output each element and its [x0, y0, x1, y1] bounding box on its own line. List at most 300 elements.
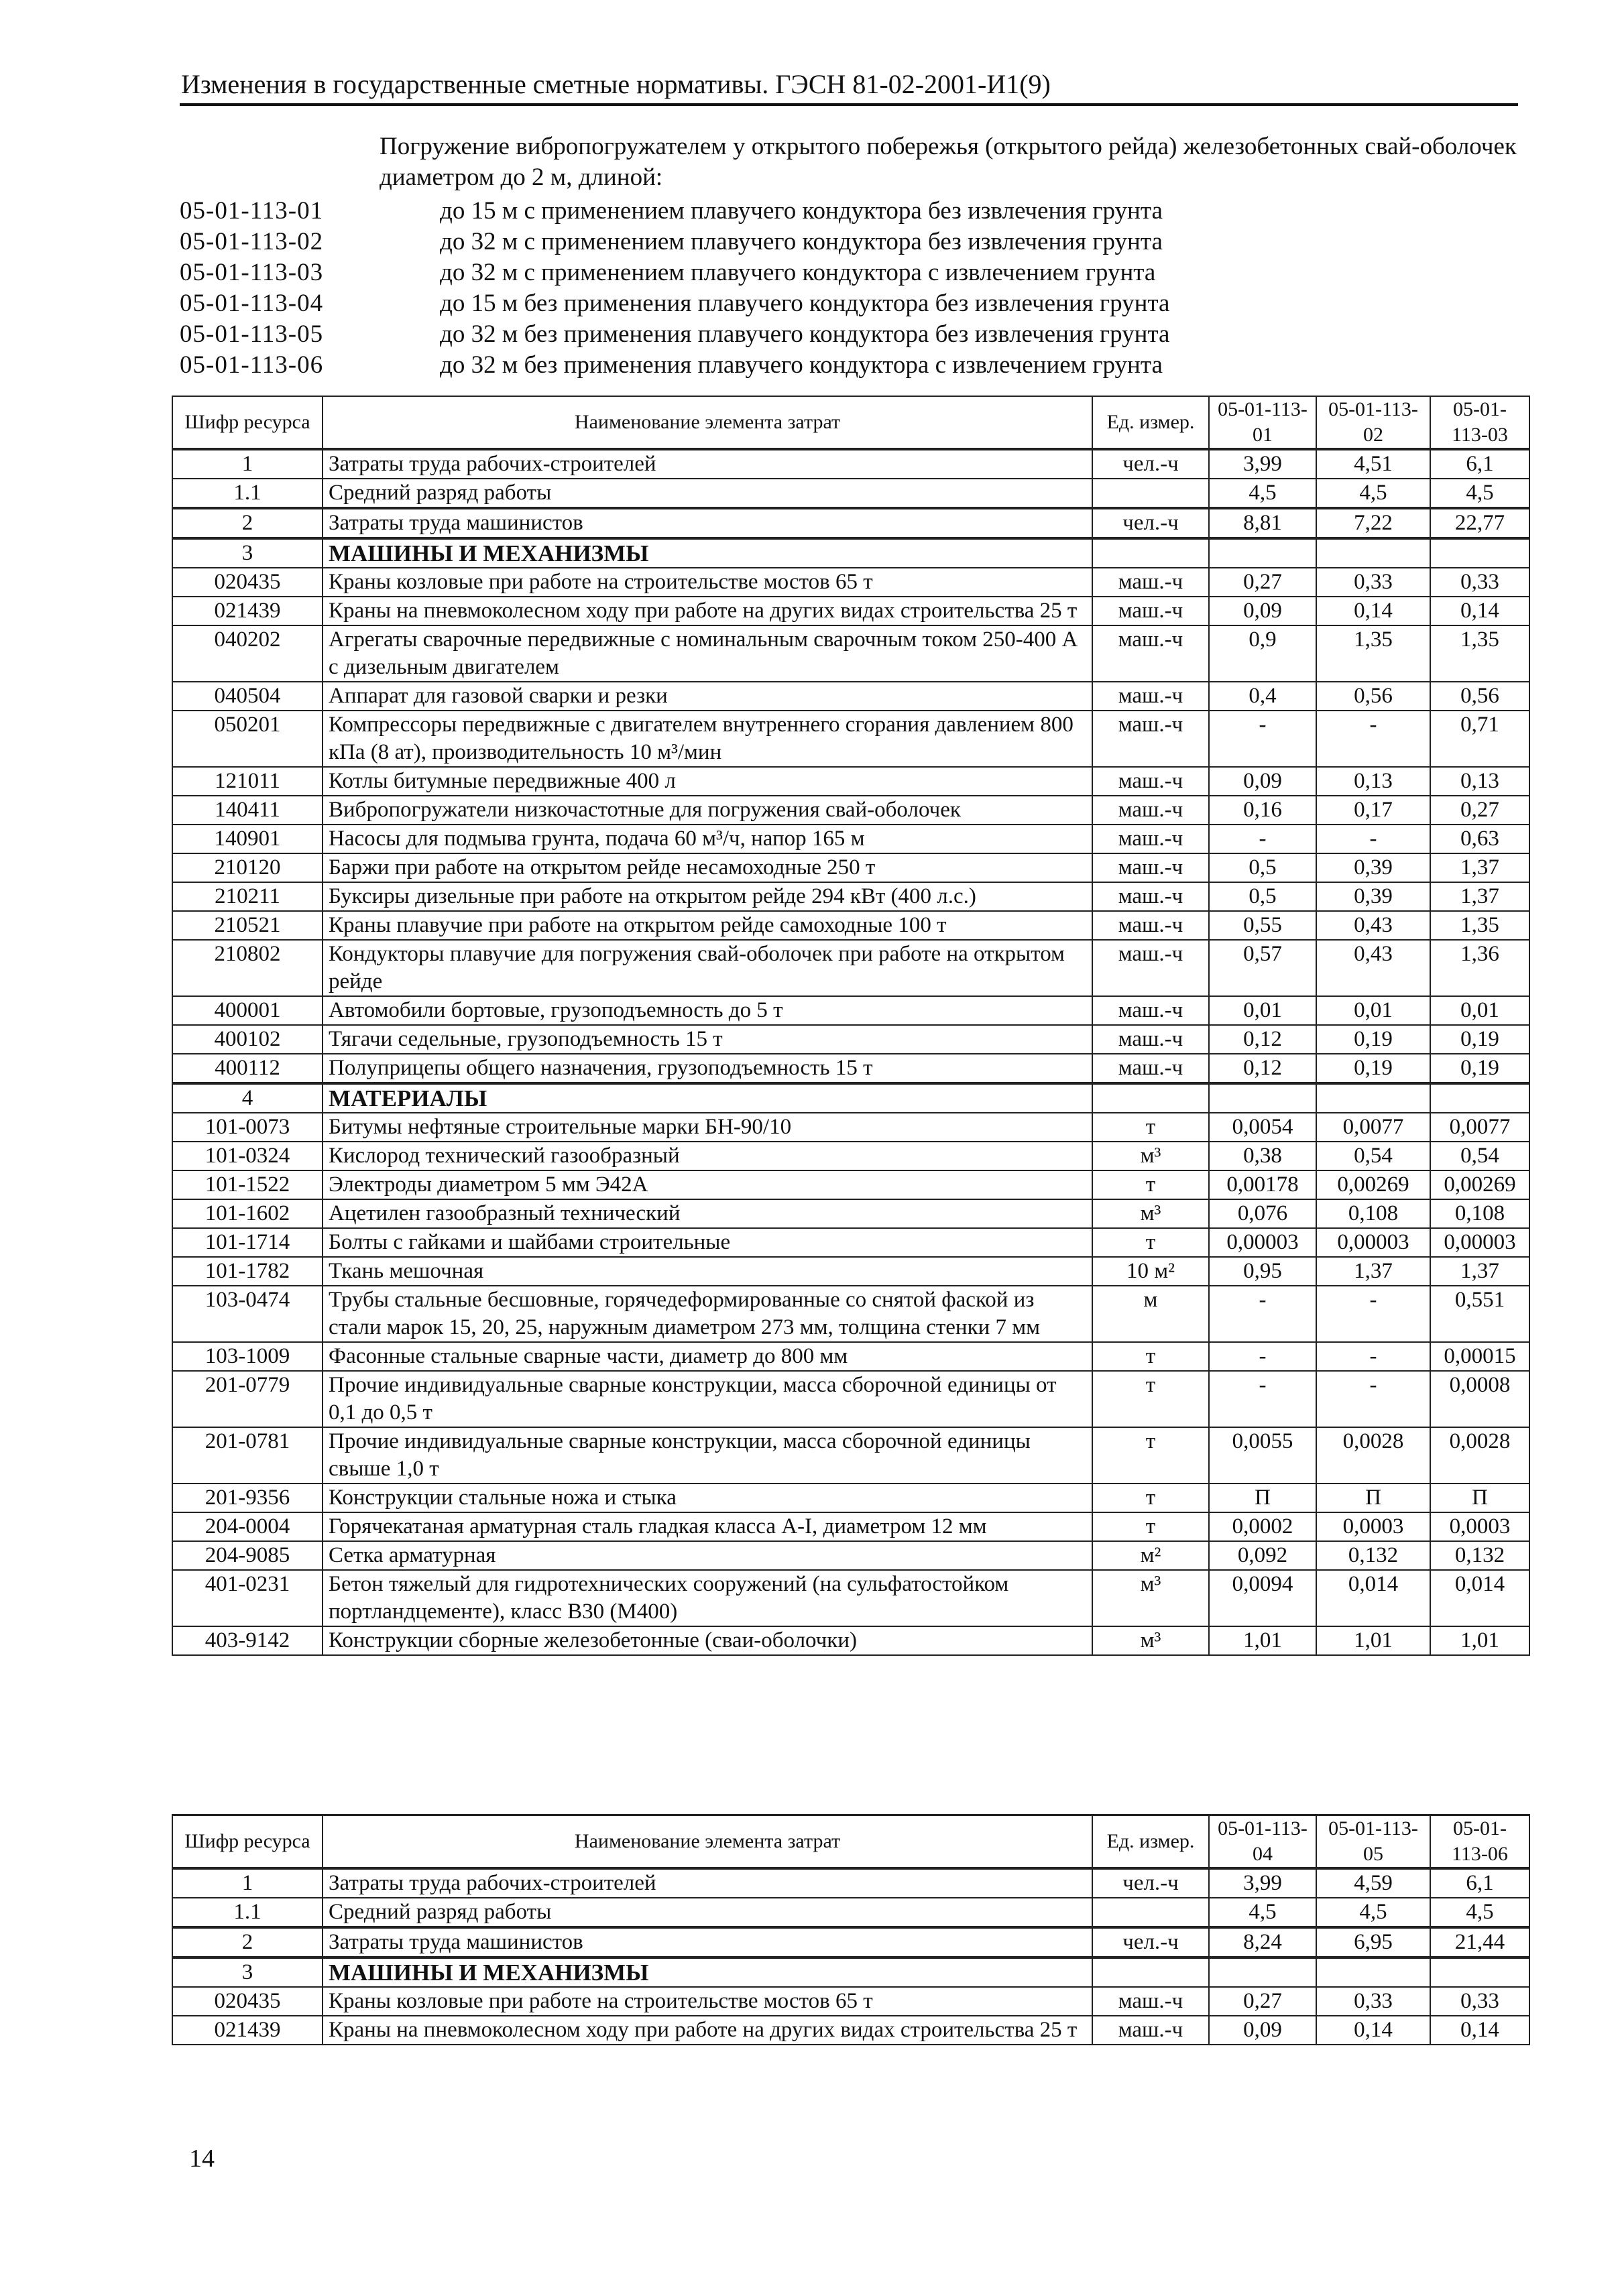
- resource-value: 0,12: [1209, 1054, 1316, 1083]
- resource-value: [1316, 1957, 1430, 1987]
- resource-unit: [1092, 1898, 1209, 1927]
- resource-name: Кондукторы плавучие для погружения свай-оболочек при работе на открытом рейде: [323, 940, 1092, 996]
- resource-code: 101-1522: [172, 1170, 323, 1199]
- table-header-row: [172, 396, 1529, 449]
- resource-value: 1,36: [1430, 940, 1529, 996]
- resource-value: 0,09: [1209, 597, 1316, 625]
- resource-value: 1,37: [1316, 1257, 1430, 1286]
- resource-unit: маш.-ч: [1092, 625, 1209, 682]
- resource-unit: чел.-ч: [1092, 449, 1209, 479]
- table-row: [172, 1927, 1529, 1957]
- resource-value: 0,076: [1209, 1199, 1316, 1228]
- resource-name: Прочие индивидуальные сварные конструкции, масса сборочной единицы свыше 1,0 т: [323, 1427, 1092, 1484]
- resource-name: Конструкции сборные железобетонные (сваи-оболочки): [323, 1626, 1092, 1655]
- table-row: [172, 911, 1529, 940]
- resource-unit: маш.-ч: [1092, 796, 1209, 825]
- resource-value: 0,19: [1316, 1025, 1430, 1054]
- resource-name: МАШИНЫ И МЕХАНИЗМЫ: [323, 1957, 1092, 1987]
- table-row: [172, 1025, 1529, 1054]
- table-row: [172, 1541, 1529, 1570]
- resource-value: 3,99: [1209, 1868, 1316, 1898]
- resource-code: 4: [172, 1083, 323, 1113]
- resource-value: 0,0008: [1430, 1371, 1529, 1427]
- resource-value: 0,14: [1316, 2016, 1430, 2045]
- resource-unit: маш.-ч: [1092, 711, 1209, 767]
- resource-value: 0,27: [1209, 1987, 1316, 2016]
- resource-name: Компрессоры передвижные с двигателем внутреннего сгорания давлением 800 кПа (8 ат), производительность 10 м³/мин: [323, 711, 1092, 767]
- resource-code: 204-0004: [172, 1512, 323, 1541]
- table-row: [172, 479, 1529, 508]
- resource-value: 0,33: [1430, 1987, 1529, 2016]
- resource-code: 201-0781: [172, 1427, 323, 1484]
- resource-code: 021439: [172, 2016, 323, 2045]
- table-row: [172, 1427, 1529, 1484]
- resource-code: 403-9142: [172, 1626, 323, 1655]
- resource-unit: маш.-ч: [1092, 2016, 1209, 2045]
- resource-code: 400001: [172, 996, 323, 1025]
- resource-value: 1,37: [1430, 853, 1529, 882]
- resource-value: 1,37: [1430, 882, 1529, 911]
- resource-name: МАТЕРИАЛЫ: [323, 1083, 1092, 1113]
- resource-value: 0,39: [1316, 882, 1430, 911]
- table-row: [172, 882, 1529, 911]
- resource-unit: т: [1092, 1170, 1209, 1199]
- resource-code: 400102: [172, 1025, 323, 1054]
- table-row: [172, 711, 1529, 767]
- resource-value: 0,092: [1209, 1541, 1316, 1570]
- resource-name: Краны на пневмоколесном ходу при работе на других видах строительства 25 т: [323, 2016, 1092, 2045]
- resource-value: -: [1316, 1342, 1430, 1371]
- resource-value: 0,014: [1316, 1570, 1430, 1626]
- resource-value: 1,37: [1430, 1257, 1529, 1286]
- resource-name: Битумы нефтяные строительные марки БН-90/10: [323, 1113, 1092, 1142]
- resource-value: [1430, 1957, 1529, 1987]
- resource-value: 4,51: [1316, 449, 1430, 479]
- resource-value: -: [1209, 1371, 1316, 1427]
- norm-code-description: до 32 м без применения плавучего кондуктора без извлечения грунта: [440, 320, 1170, 348]
- table-row: [172, 597, 1529, 625]
- resource-unit: [1092, 479, 1209, 508]
- header-code: Шифр ресурса: [172, 1815, 323, 1869]
- section-row: [172, 1957, 1529, 1987]
- header-norm-code: 05-01-113-01: [1209, 396, 1316, 449]
- resource-code: 400112: [172, 1054, 323, 1083]
- resource-code: 210211: [172, 882, 323, 911]
- header-norm-code: 05-01-113-04: [1209, 1815, 1316, 1869]
- resource-unit: [1092, 538, 1209, 568]
- page-number: 14: [189, 2144, 215, 2173]
- header-norm-code: 05-01-113-05: [1316, 1815, 1430, 1869]
- resource-code: 204-9085: [172, 1541, 323, 1570]
- table-row: [172, 853, 1529, 882]
- resource-value: [1430, 1083, 1529, 1113]
- resource-name: Кислород технический газообразный: [323, 1142, 1092, 1170]
- table-row: [172, 1342, 1529, 1371]
- resource-name: Ацетилен газообразный технический: [323, 1199, 1092, 1228]
- header-norm-code: 05-01-113-03: [1430, 396, 1529, 449]
- resource-value: [1209, 538, 1316, 568]
- resource-value: 0,01: [1316, 996, 1430, 1025]
- resource-value: 0,00003: [1209, 1228, 1316, 1257]
- table-row: [172, 767, 1529, 796]
- resource-code: 3: [172, 538, 323, 568]
- resource-value: 0,39: [1316, 853, 1430, 882]
- resource-name: Краны козловые при работе на строительстве мостов 65 т: [323, 1987, 1092, 2016]
- resource-code: 210802: [172, 940, 323, 996]
- table-row: [172, 1142, 1529, 1170]
- resource-value: 0,54: [1316, 1142, 1430, 1170]
- resource-unit: т: [1092, 1427, 1209, 1484]
- resource-code: 101-0073: [172, 1113, 323, 1142]
- resource-value: [1316, 538, 1430, 568]
- resource-value: 0,00015: [1430, 1342, 1529, 1371]
- resource-value: 22,77: [1430, 508, 1529, 538]
- resource-unit: маш.-ч: [1092, 767, 1209, 796]
- resource-value: 0,0054: [1209, 1113, 1316, 1142]
- resource-value: 0,12: [1209, 1025, 1316, 1054]
- resource-value: 0,0003: [1316, 1512, 1430, 1541]
- resource-value: [1209, 1957, 1316, 1987]
- resource-value: П: [1430, 1484, 1529, 1512]
- resource-value: -: [1316, 1286, 1430, 1342]
- resource-name: Краны на пневмоколесном ходу при работе на других видах строительства 25 т: [323, 597, 1092, 625]
- resource-value: 0,9: [1209, 625, 1316, 682]
- resource-code: 101-1602: [172, 1199, 323, 1228]
- resource-name: Сетка арматурная: [323, 1541, 1092, 1570]
- table-row: [172, 1868, 1529, 1898]
- resource-value: 0,16: [1209, 796, 1316, 825]
- resource-name: Средний разряд работы: [323, 479, 1092, 508]
- resource-value: 0,54: [1430, 1142, 1529, 1170]
- resource-unit: маш.-ч: [1092, 940, 1209, 996]
- resource-value: 0,5: [1209, 853, 1316, 882]
- resource-value: 1,01: [1209, 1626, 1316, 1655]
- resource-unit: м³: [1092, 1142, 1209, 1170]
- resource-name: Вибропогружатели низкочастотные для погружения свай-оболочек: [323, 796, 1092, 825]
- table-row: [172, 1371, 1529, 1427]
- document-header: Изменения в государственные сметные нормативы. ГЭСН 81-02-2001-И1(9): [181, 69, 1051, 99]
- norm-code-item: [180, 227, 1521, 257]
- resource-value: 0,14: [1316, 597, 1430, 625]
- norm-code: 05-01-113-04: [180, 290, 324, 317]
- resource-value: 0,43: [1316, 911, 1430, 940]
- table-header-row: [172, 1815, 1529, 1869]
- resource-unit: т: [1092, 1113, 1209, 1142]
- resource-name: Краны козловые при работе на строительстве мостов 65 т: [323, 568, 1092, 597]
- resource-unit: маш.-ч: [1092, 568, 1209, 597]
- table-row: [172, 1512, 1529, 1541]
- resource-value: 6,1: [1430, 449, 1529, 479]
- resource-unit: маш.-ч: [1092, 825, 1209, 853]
- resource-value: 0,00178: [1209, 1170, 1316, 1199]
- table-row: [172, 2016, 1529, 2045]
- resource-value: -: [1316, 1371, 1430, 1427]
- resource-code: 103-0474: [172, 1286, 323, 1342]
- resource-code: 210521: [172, 911, 323, 940]
- resource-value: 0,00269: [1316, 1170, 1430, 1199]
- resource-code: 140901: [172, 825, 323, 853]
- resource-value: 1,01: [1316, 1626, 1430, 1655]
- resource-value: 0,0002: [1209, 1512, 1316, 1541]
- resource-name: Электроды диаметром 5 мм Э42А: [323, 1170, 1092, 1199]
- resource-name: Автомобили бортовые, грузоподъемность до 5 т: [323, 996, 1092, 1025]
- resource-code: 401-0231: [172, 1570, 323, 1626]
- resource-name: Затраты труда машинистов: [323, 508, 1092, 538]
- resource-name: Котлы битумные передвижные 400 л: [323, 767, 1092, 796]
- resource-code: 040202: [172, 625, 323, 682]
- resource-unit: чел.-ч: [1092, 1927, 1209, 1957]
- resource-name: МАШИНЫ И МЕХАНИЗМЫ: [323, 538, 1092, 568]
- resource-value: 0,132: [1430, 1541, 1529, 1570]
- resource-value: 0,01: [1209, 996, 1316, 1025]
- resource-value: -: [1209, 1286, 1316, 1342]
- resource-value: 1,01: [1430, 1626, 1529, 1655]
- resource-code: 020435: [172, 1987, 323, 2016]
- resource-unit: т: [1092, 1512, 1209, 1541]
- resource-unit: маш.-ч: [1092, 882, 1209, 911]
- table-row: [172, 1054, 1529, 1083]
- norm-code-item: [180, 350, 1521, 381]
- resource-value: 1,35: [1430, 625, 1529, 682]
- resource-name: Фасонные стальные сварные части, диаметр до 800 мм: [323, 1342, 1092, 1371]
- resource-value: 7,22: [1316, 508, 1430, 538]
- resource-unit: маш.-ч: [1092, 1054, 1209, 1083]
- norm-code-description: до 15 м с применением плавучего кондуктора без извлечения грунта: [440, 197, 1163, 225]
- resource-unit: маш.-ч: [1092, 911, 1209, 940]
- resource-value: 0,13: [1316, 767, 1430, 796]
- table-row: [172, 1257, 1529, 1286]
- resource-name: Ткань мешочная: [323, 1257, 1092, 1286]
- resource-code: 1: [172, 1868, 323, 1898]
- resource-value: 4,5: [1430, 479, 1529, 508]
- resource-value: 0,108: [1316, 1199, 1430, 1228]
- norm-code: 05-01-113-03: [180, 259, 324, 286]
- resource-name: Затраты труда рабочих-строителей: [323, 449, 1092, 479]
- norm-code: 05-01-113-05: [180, 320, 324, 348]
- table-row: [172, 1626, 1529, 1655]
- resource-name: Насосы для подмыва грунта, подача 60 м³/ч, напор 165 м: [323, 825, 1092, 853]
- resource-value: 21,44: [1430, 1927, 1529, 1957]
- resource-unit: м²: [1092, 1541, 1209, 1570]
- header-rule: [180, 103, 1518, 106]
- resource-value: 0,4: [1209, 682, 1316, 711]
- resource-unit: маш.-ч: [1092, 996, 1209, 1025]
- resource-value: 0,71: [1430, 711, 1529, 767]
- resource-name: Трубы стальные бесшовные, горячедеформированные со снятой фаской из стали марок 15, 20, 25, наружным диаметром 273 мм, толщина стенки 7 мм: [323, 1286, 1092, 1342]
- table-row: [172, 1170, 1529, 1199]
- resource-code: 201-9356: [172, 1484, 323, 1512]
- resource-value: 0,14: [1430, 597, 1529, 625]
- resource-name: Конструкции стальные ножа и стыка: [323, 1484, 1092, 1512]
- resource-code: 050201: [172, 711, 323, 767]
- table-row: [172, 1570, 1529, 1626]
- table-row: [172, 449, 1529, 479]
- resource-value: 0,14: [1430, 2016, 1529, 2045]
- resource-value: П: [1316, 1484, 1430, 1512]
- resource-unit: т: [1092, 1342, 1209, 1371]
- resource-value: -: [1209, 825, 1316, 853]
- resource-name: Краны плавучие при работе на открытом рейде самоходные 100 т: [323, 911, 1092, 940]
- table-row: [172, 1987, 1529, 2016]
- resource-unit: чел.-ч: [1092, 1868, 1209, 1898]
- resource-code: 2: [172, 1927, 323, 1957]
- resource-value: 0,27: [1209, 568, 1316, 597]
- resource-code: 1.1: [172, 479, 323, 508]
- resource-value: 0,09: [1209, 767, 1316, 796]
- resource-unit: 10 м²: [1092, 1257, 1209, 1286]
- resource-unit: т: [1092, 1371, 1209, 1427]
- norm-code-description: до 32 м с применением плавучего кондуктора без извлечения грунта: [440, 228, 1163, 255]
- resource-unit: м³: [1092, 1570, 1209, 1626]
- resource-code: 101-0324: [172, 1142, 323, 1170]
- resource-value: 0,00003: [1316, 1228, 1430, 1257]
- resource-code: 101-1714: [172, 1228, 323, 1257]
- table-row: [172, 625, 1529, 682]
- resource-value: П: [1209, 1484, 1316, 1512]
- resource-value: [1316, 1083, 1430, 1113]
- resource-value: 0,95: [1209, 1257, 1316, 1286]
- resource-name: Затраты труда машинистов: [323, 1927, 1092, 1957]
- resource-unit: чел.-ч: [1092, 508, 1209, 538]
- resource-value: -: [1316, 711, 1430, 767]
- resource-name: Бетон тяжелый для гидротехнических сооружений (на сульфатостойком портландцементе), класс В30 (М400): [323, 1570, 1092, 1626]
- resource-value: 0,33: [1316, 1987, 1430, 2016]
- resource-code: 1.1: [172, 1898, 323, 1927]
- resource-unit: т: [1092, 1484, 1209, 1512]
- resource-name: Аппарат для газовой сварки и резки: [323, 682, 1092, 711]
- section-row: [172, 538, 1529, 568]
- resource-code: 103-1009: [172, 1342, 323, 1371]
- norm-code-description: до 32 м с применением плавучего кондуктора с извлечением грунта: [440, 259, 1156, 286]
- resource-name: Полуприцепы общего назначения, грузоподъемность 15 т: [323, 1054, 1092, 1083]
- table-row: [172, 1199, 1529, 1228]
- table-row: [172, 796, 1529, 825]
- resource-value: 0,01: [1430, 996, 1529, 1025]
- resource-code: 020435: [172, 568, 323, 597]
- resource-unit: м³: [1092, 1199, 1209, 1228]
- resource-value: 0,38: [1209, 1142, 1316, 1170]
- header-norm-code: 05-01-113-02: [1316, 396, 1430, 449]
- resource-value: 0,55: [1209, 911, 1316, 940]
- resource-name: Прочие индивидуальные сварные конструкции, масса сборочной единицы от 0,1 до 0,5 т: [323, 1371, 1092, 1427]
- resource-value: 0,0055: [1209, 1427, 1316, 1484]
- resource-code: 210120: [172, 853, 323, 882]
- resource-value: 0,56: [1430, 682, 1529, 711]
- header-unit: Ед. измер.: [1092, 396, 1209, 449]
- resource-value: 0,014: [1430, 1570, 1529, 1626]
- resource-value: 4,5: [1209, 479, 1316, 508]
- norm-code: 05-01-113-06: [180, 351, 324, 379]
- resource-value: 0,0077: [1430, 1113, 1529, 1142]
- resource-unit: маш.-ч: [1092, 597, 1209, 625]
- resource-value: 0,19: [1316, 1054, 1430, 1083]
- table-row: [172, 1484, 1529, 1512]
- table-row: [172, 940, 1529, 996]
- header-norm-code: 05-01-113-06: [1430, 1815, 1529, 1869]
- table-row: [172, 568, 1529, 597]
- norm-code-item: [180, 319, 1521, 350]
- resource-unit: маш.-ч: [1092, 1025, 1209, 1054]
- resource-name: Средний разряд работы: [323, 1898, 1092, 1927]
- resource-value: 0,63: [1430, 825, 1529, 853]
- resource-code: 3: [172, 1957, 323, 1987]
- section-row: [172, 1083, 1529, 1113]
- resource-name: Горячекатаная арматурная сталь гладкая класса А-I, диаметром 12 мм: [323, 1512, 1092, 1541]
- resource-value: 0,19: [1430, 1054, 1529, 1083]
- resource-name: Агрегаты сварочные передвижные с номинальным сварочным током 250-400 А с дизельным двигателем: [323, 625, 1092, 682]
- resource-table-1: [172, 396, 1530, 1656]
- resource-value: 1,35: [1316, 625, 1430, 682]
- resource-value: -: [1209, 1342, 1316, 1371]
- resource-value: 8,81: [1209, 508, 1316, 538]
- resource-value: 3,99: [1209, 449, 1316, 479]
- header-code: Шифр ресурса: [172, 396, 323, 449]
- resource-value: 0,0094: [1209, 1570, 1316, 1626]
- norm-code: 05-01-113-01: [180, 197, 324, 225]
- table-row: [172, 1898, 1529, 1927]
- norm-code-item: [180, 196, 1521, 227]
- table-row: [172, 825, 1529, 853]
- table-row: [172, 1113, 1529, 1142]
- resource-value: -: [1209, 711, 1316, 767]
- resource-value: 0,56: [1316, 682, 1430, 711]
- resource-value: 0,108: [1430, 1199, 1529, 1228]
- resource-unit: [1092, 1957, 1209, 1987]
- norm-code-description: до 32 м без применения плавучего кондуктора с извлечением грунта: [440, 351, 1163, 379]
- resource-value: 4,5: [1316, 1898, 1430, 1927]
- resource-value: 0,551: [1430, 1286, 1529, 1342]
- resource-value: 4,59: [1316, 1868, 1430, 1898]
- resource-unit: маш.-ч: [1092, 1987, 1209, 2016]
- resource-unit: [1092, 1083, 1209, 1113]
- resource-value: -: [1316, 825, 1430, 853]
- resource-code: 121011: [172, 767, 323, 796]
- resource-value: 8,24: [1209, 1927, 1316, 1957]
- norm-code-item: [180, 288, 1521, 319]
- resource-value: [1430, 538, 1529, 568]
- resource-value: 0,27: [1430, 796, 1529, 825]
- norm-code: 05-01-113-02: [180, 228, 324, 255]
- resource-value: 0,00269: [1430, 1170, 1529, 1199]
- header-name: Наименование элемента затрат: [323, 396, 1092, 449]
- norm-description: Погружение вибропогружателем у открытого побережья (открытого рейда) железобетонных свай-оболочек диаметром до 2 м, длиной:: [380, 133, 1517, 191]
- resource-value: 6,95: [1316, 1927, 1430, 1957]
- table-row: [172, 1228, 1529, 1257]
- resource-table-2: [172, 1814, 1530, 2045]
- norm-code-list: [180, 196, 1521, 381]
- resource-unit: маш.-ч: [1092, 682, 1209, 711]
- resource-value: 0,0003: [1430, 1512, 1529, 1541]
- resource-unit: маш.-ч: [1092, 853, 1209, 882]
- resource-value: [1209, 1083, 1316, 1113]
- table-row: [172, 1286, 1529, 1342]
- resource-unit: м³: [1092, 1626, 1209, 1655]
- resource-value: 0,33: [1430, 568, 1529, 597]
- resource-value: 0,17: [1316, 796, 1430, 825]
- header-name: Наименование элемента затрат: [323, 1815, 1092, 1869]
- resource-value: 0,132: [1316, 1541, 1430, 1570]
- resource-value: 6,1: [1430, 1868, 1529, 1898]
- resource-name: Баржи при работе на открытом рейде несамоходные 250 т: [323, 853, 1092, 882]
- resource-name: Тягачи седельные, грузоподъемность 15 т: [323, 1025, 1092, 1054]
- resource-code: 1: [172, 449, 323, 479]
- resource-code: 021439: [172, 597, 323, 625]
- header-unit: Ед. измер.: [1092, 1815, 1209, 1869]
- resource-name: Буксиры дизельные при работе на открытом рейде 294 кВт (400 л.с.): [323, 882, 1092, 911]
- resource-value: 0,0077: [1316, 1113, 1430, 1142]
- resource-value: 0,0028: [1316, 1427, 1430, 1484]
- resource-value: 0,43: [1316, 940, 1430, 996]
